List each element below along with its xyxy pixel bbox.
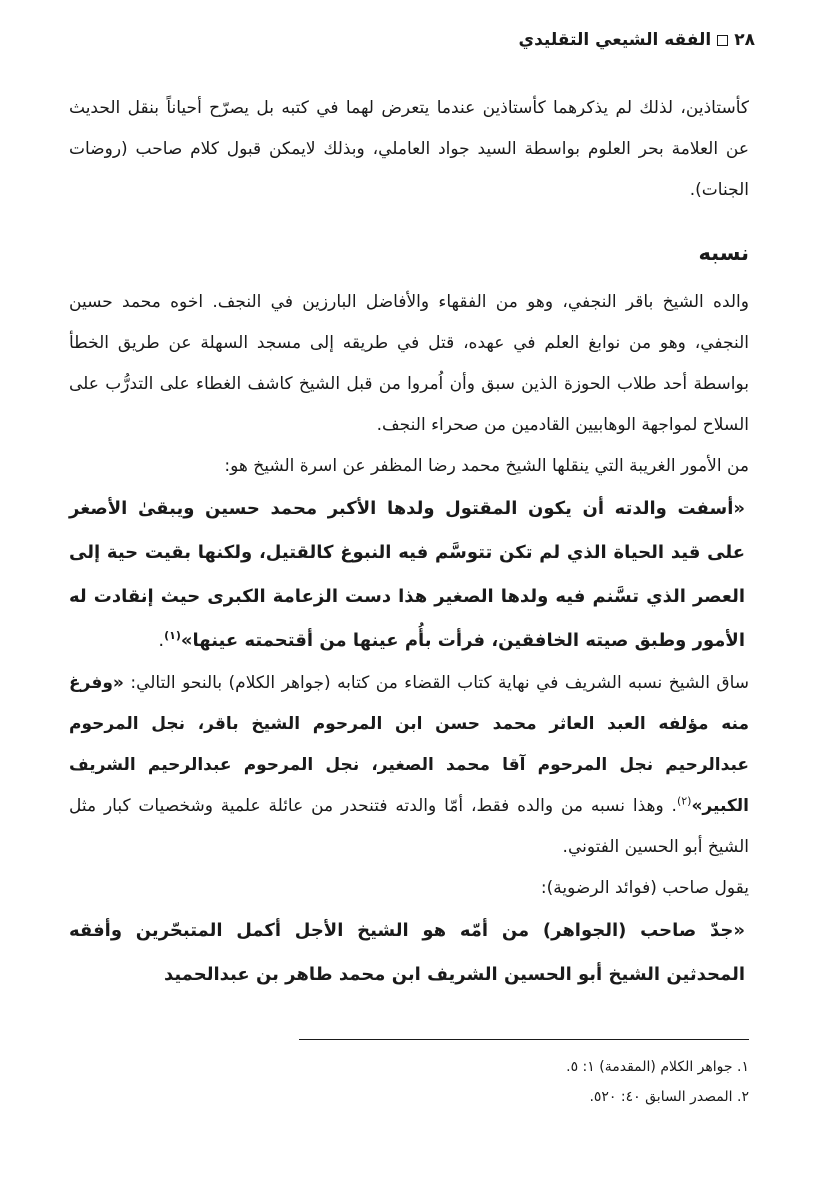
quote-1-text: «أسفت والدته أن يكون المقتول ولدها الأكبر محمد حسين ويبقىٰ الأصغر على قيد الحياة الذي لم تكن تتوسَّم فيه النبوغ كالقتيل، ولكنها بقيت حية إلى العصر الذي تسَّنم فيه ولدها الصغير هذا دست الزعامة الكبرى حيث إنقادت له الأمور وطبق صيته الخافقين، فرأت بأُم عينها من أقتحمته عينها» (69, 498, 745, 651)
footnote-2: ٢. المصدر السابق ٤٠: ٥٢٠. (589, 1089, 749, 1105)
footnote-divider (299, 1039, 749, 1040)
footnote-ref-2[interactable]: (٢) (676, 794, 692, 808)
page-number: ٢٨ (734, 30, 755, 50)
main-text (69, 88, 749, 997)
quote-1 (69, 487, 749, 663)
lineage-quote: «وفرغ منه مؤلفه العبد العاثر محمد حسن ابن المرحوم الشيخ باقر، نجل المرحوم عبدالرحيم نجل المرحوم آقا محمد الصغير، نجل المرحوم عبدالرحيم الشريف الكبير» (69, 673, 749, 816)
paragraph-4-end: . وهذا نسبه من والده فقط، أمّا والدته فتنحدر من عائلة علمية وشخصيات كبار مثل الشيخ أبو الحسين الفتوني. (69, 796, 749, 857)
paragraph-1: كأستاذين، لذلك لم يذكرهما كأستاذين عندما يتعرض لهما في كتبه بل يصرّح أحياناً بنقل الحديث عن العلامة بحر العلوم بواسطة السيد جواد العاملي، وبذلك لايمكن قبول كلام صاحب (روضات الجنات). (69, 98, 749, 200)
footnote-ref-1[interactable]: (١) (164, 629, 181, 642)
footnotes (69, 1052, 749, 1112)
running-header (518, 30, 755, 50)
footnote-1: ١. جواهر الكلام (المقدمة) ١: ٥. (566, 1059, 749, 1075)
square-ornament-icon (717, 35, 728, 46)
paragraph-4 (69, 663, 749, 868)
section-heading: نسبه (698, 241, 749, 265)
quote-2: «جدّ صاحب (الجواهر) من أمّه هو الشيخ الأجل أكمل المتبحّرين وأفقه المحدثين الشيخ أبو الحسين الشريف ابن محمد طاهر بن عبدالحميد (69, 920, 745, 985)
running-title: الفقه الشيعي التقليدي (518, 30, 712, 50)
paragraph-4-start: ساق الشيخ نسبه الشريف في نهاية كتاب القضاء من كتابه (جواهر الكلام) بالنحو التالي: (123, 673, 749, 693)
paragraph-2: والده الشيخ باقر النجفي، وهو من الفقهاء والأفاضل البارزين في النجف. اخوه محمد حسين النجفي، وهو من نوابغ العلم في عهده، قتل في طريقه إلى مسجد السهلة عن طريق الخطأ بواسطة أحد طلاب الحوزة الذين سبق وأن اُمروا من قبل الشيخ كاشف الغطاء على التدرُّب على السلاح لمواجهة الوهابيين القادمين من صحراء النجف. (69, 292, 749, 435)
paragraph-5: يقول صاحب (فوائد الرضوية): (540, 878, 749, 898)
quote-1-end: . (158, 630, 165, 651)
paragraph-3: من الأمور الغريبة التي ينقلها الشيخ محمد رضا المظفر عن اسرة الشيخ هو: (224, 456, 749, 476)
